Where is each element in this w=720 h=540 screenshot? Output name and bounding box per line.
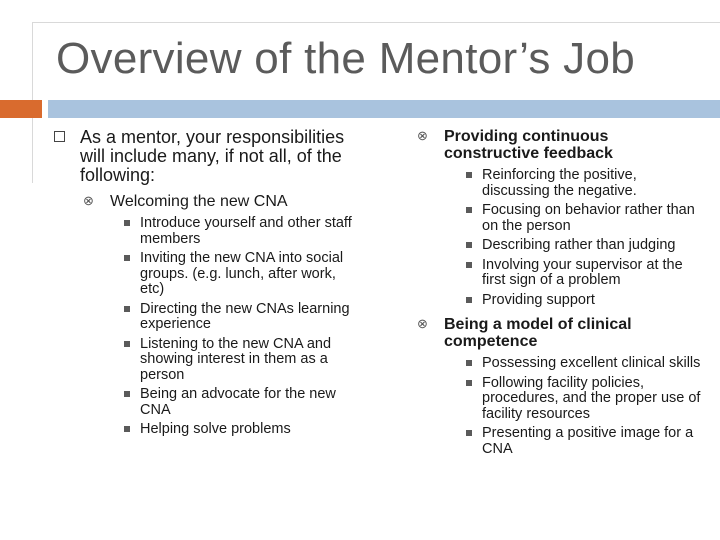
square-bullet-icon (466, 242, 472, 248)
right-bullet-list (414, 128, 704, 457)
square-bullet-icon (466, 297, 472, 303)
list-item: Directing the new CNAs learning experience (124, 302, 354, 333)
intro-bullet (54, 128, 354, 438)
left-bullet-list (54, 128, 354, 438)
square-bullet-icon (466, 172, 472, 178)
section-heading: Welcoming the new CNA (110, 193, 288, 210)
left-column (54, 128, 354, 442)
list-item: Reinforcing the positive, discussing the negative. (466, 168, 704, 199)
square-bullet-icon (466, 380, 472, 386)
section-heading: Being a model of clinical competence (444, 316, 632, 350)
list-item: Being an advocate for the new CNA (124, 387, 354, 418)
section-clinical-competence (414, 316, 704, 457)
intro-text: As a mentor, your responsibilities will include many, if not all, of the following: (80, 127, 345, 185)
list-item: Listening to the new CNA and showing interest in them as a person (124, 337, 354, 384)
square-bullet-icon (466, 430, 472, 436)
square-bullet-icon (124, 255, 130, 261)
circle-cross-bullet-icon: ⊗ (417, 316, 428, 331)
section-welcoming (80, 193, 354, 438)
list-item: Providing support (466, 293, 704, 309)
accent-bar-orange (0, 100, 42, 118)
square-bullet-icon (466, 207, 472, 213)
square-bullet-icon (124, 306, 130, 312)
square-bullet-icon (124, 426, 130, 432)
list-item: Involving your supervisor at the first sign of a problem (466, 258, 704, 289)
square-bullet-icon (466, 360, 472, 366)
section-feedback (414, 128, 704, 308)
slide-title: Overview of the Mentor’s Job (56, 34, 636, 83)
list-item: Focusing on behavior rather than on the person (466, 203, 704, 234)
section-heading: Providing continuous constructive feedback (444, 128, 613, 162)
list-item: Following facility policies, procedures, and the proper use of facility resources (466, 376, 704, 423)
accent-bar-blue (48, 100, 720, 118)
circle-cross-bullet-icon: ⊗ (417, 128, 428, 143)
right-column (414, 128, 704, 461)
square-bullet-icon (124, 220, 130, 226)
list-item: Introduce yourself and other staff members (124, 216, 354, 247)
circle-cross-bullet-icon: ⊗ (83, 193, 94, 208)
square-bullet-icon (124, 341, 130, 347)
list-item: Possessing excellent clinical skills (466, 356, 704, 372)
square-bullet-icon (466, 262, 472, 268)
list-item: Helping solve problems (124, 422, 354, 438)
square-bullet-icon (54, 131, 65, 142)
square-bullet-icon (124, 391, 130, 397)
list-item: Presenting a positive image for a CNA (466, 426, 704, 457)
list-item: Describing rather than judging (466, 238, 704, 254)
list-item: Inviting the new CNA into social groups. (e.g. lunch, after work, etc) (124, 251, 354, 298)
